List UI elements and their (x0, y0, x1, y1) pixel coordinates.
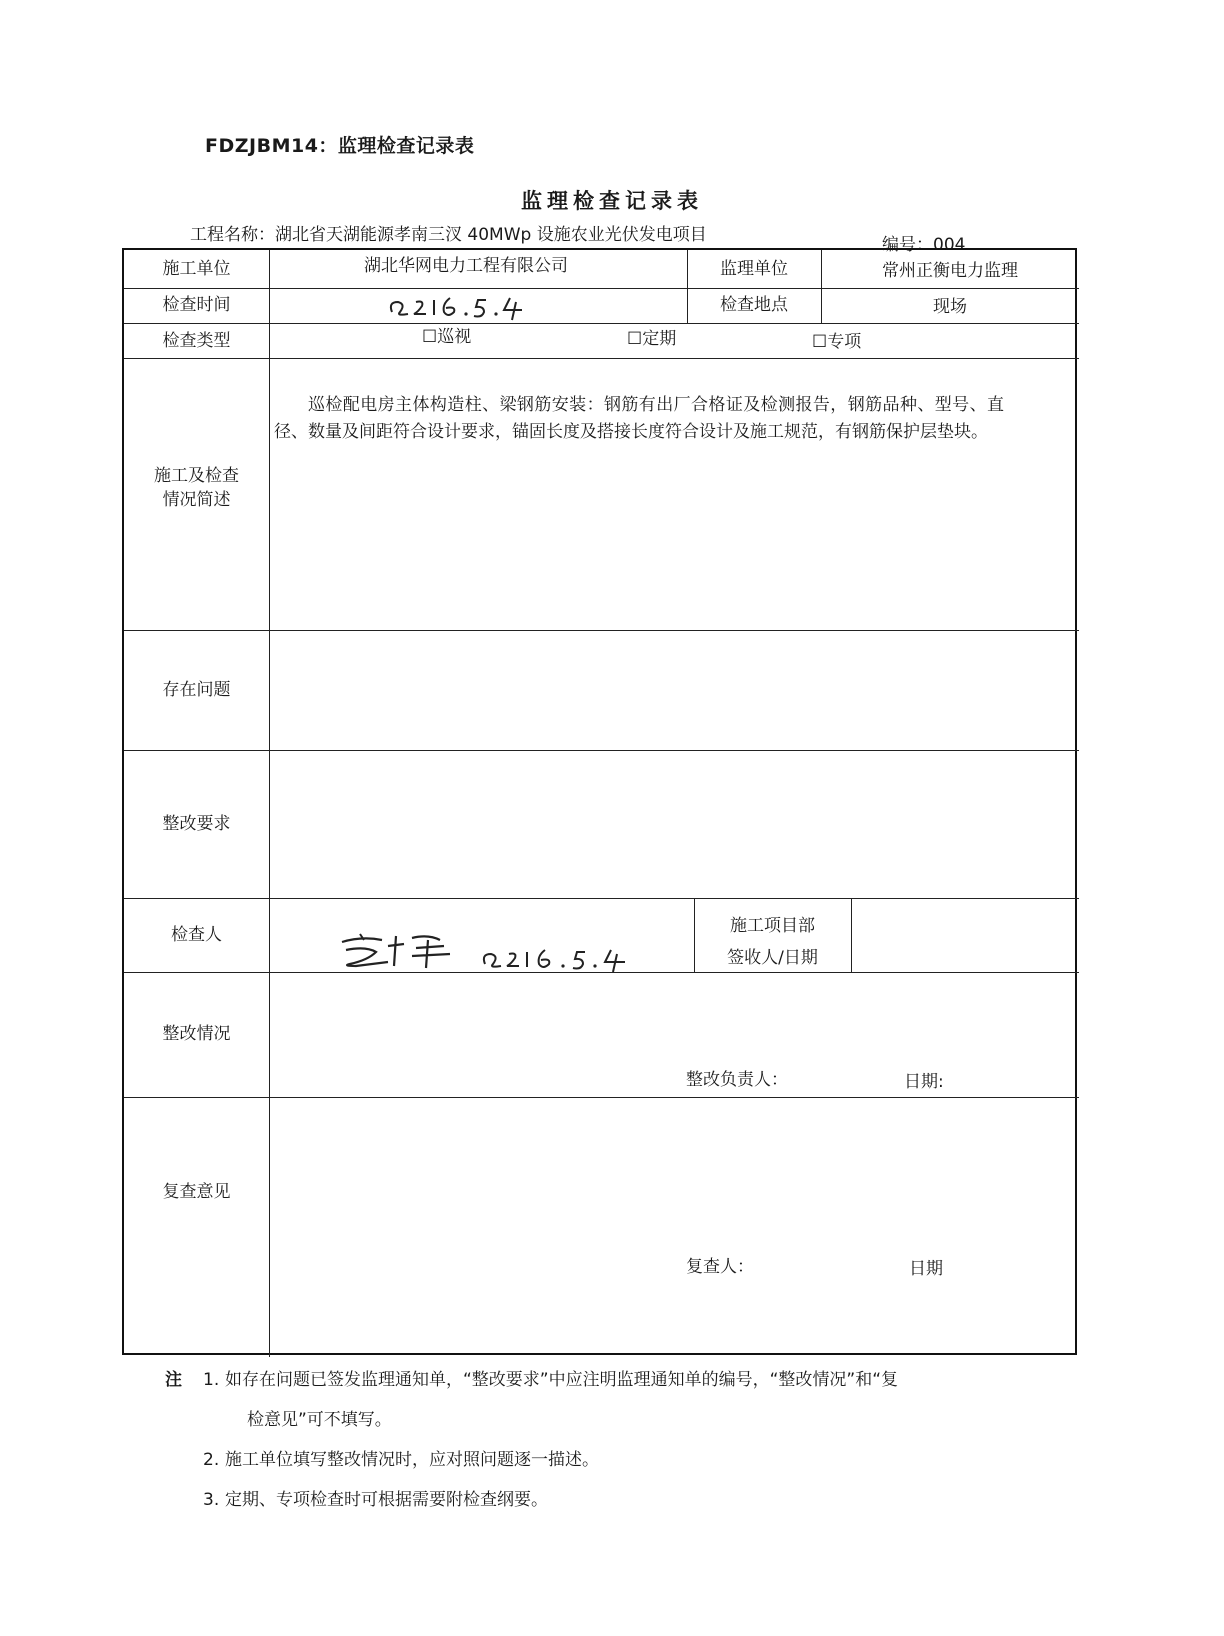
project-name: 湖北省天湖能源孝南三汊 40MWp 设施农业光伏发电项目 (275, 225, 707, 245)
note-item (165, 1440, 898, 1480)
type-option-special[interactable] (812, 330, 861, 354)
reviewer-label: 复查人： (686, 1257, 754, 1277)
summary-label-line: 施工及检查 (154, 466, 239, 486)
serial-value: 004 (933, 235, 966, 255)
supervisor-label: 监理单位 (720, 259, 788, 279)
note-item (165, 1480, 898, 1520)
form-code: FDZJBM14：监理检查记录表 (205, 135, 475, 157)
requirement-label: 整改要求 (162, 814, 231, 834)
contractor-label: 施工单位 (162, 259, 231, 279)
time-label: 检查时间 (162, 295, 231, 315)
summary-label (124, 464, 269, 512)
project-label: 工程名称： (190, 225, 275, 245)
type-option-label: 巡视 (437, 327, 472, 347)
place-value: 现场 (933, 297, 967, 317)
row-divider (124, 750, 1079, 751)
note-number: 1. (203, 1370, 220, 1390)
rectify-date-label: 日期: (904, 1072, 944, 1092)
column-divider (851, 898, 852, 972)
receiver-label-line: 签收人/日期 (727, 948, 818, 968)
review-date-label: 日期 (909, 1259, 943, 1279)
note-text: 定期、专项检查时可根据需要附检查纲要。 (225, 1490, 548, 1510)
receiver-label (694, 910, 851, 974)
row-divider (124, 898, 1079, 899)
review-label: 复查意见 (162, 1182, 231, 1202)
supervisor-value: 常州正衡电力监理 (882, 261, 1018, 281)
serial-label: 编号： (882, 235, 933, 255)
row-divider (124, 323, 1079, 324)
checkbox-icon: ☐ (422, 327, 438, 347)
inspection-form-table (122, 248, 1077, 1355)
rectify-owner-label: 整改负责人： (686, 1070, 788, 1090)
note-text: 施工单位填写整改情况时，应对照问题逐一描述。 (225, 1450, 599, 1470)
inspector-signature (332, 930, 462, 972)
receiver-label-line: 施工项目部 (730, 916, 815, 936)
row-divider (124, 358, 1079, 359)
project-line (190, 220, 707, 245)
inspector-label: 检查人 (171, 925, 222, 945)
type-option-label: 定期 (642, 329, 677, 349)
notes-mark: 注 (165, 1370, 182, 1390)
inspector-signature-date (479, 940, 639, 974)
checkbox-icon: ☐ (627, 329, 643, 349)
summary-label-line: 情况简述 (162, 490, 231, 510)
summary-text: 巡检配电房主体构造柱、梁钢筋安装：钢筋有出厂合格证及检测报告，钢筋品种、型号、直径、数量及间距符合设计要求，锚固长度及搭接长度符合设计及施工规范，有钢筋保护层垫块。 (274, 395, 1004, 442)
note-number: 3. (203, 1490, 220, 1510)
checkbox-icon: ☐ (812, 332, 828, 352)
label-column-divider (269, 250, 270, 1357)
type-option-patrol[interactable] (422, 325, 471, 349)
document-title: 监理检查记录表 (521, 189, 703, 213)
type-option-label: 专项 (827, 332, 862, 352)
row-divider (124, 1097, 1079, 1098)
type-label: 检查类型 (162, 331, 231, 351)
note-number: 2. (203, 1450, 220, 1470)
notes-section (165, 1360, 898, 1520)
handwritten-date (386, 290, 536, 322)
note-text: 如存在问题已签发监理通知单，“整改要求”中应注明监理通知单的编号，“整改情况”和“复 (225, 1370, 899, 1390)
problem-label: 存在问题 (162, 680, 231, 700)
type-option-periodic[interactable] (627, 327, 676, 351)
note-text-continued: 检意见”可不填写。 (247, 1410, 392, 1430)
note-item (165, 1360, 898, 1400)
row-divider (124, 630, 1079, 631)
rectify-label: 整改情况 (162, 1024, 231, 1044)
place-label: 检查地点 (720, 295, 788, 315)
row-divider (124, 288, 1079, 289)
contractor-value: 湖北华网电力工程有限公司 (364, 256, 568, 276)
